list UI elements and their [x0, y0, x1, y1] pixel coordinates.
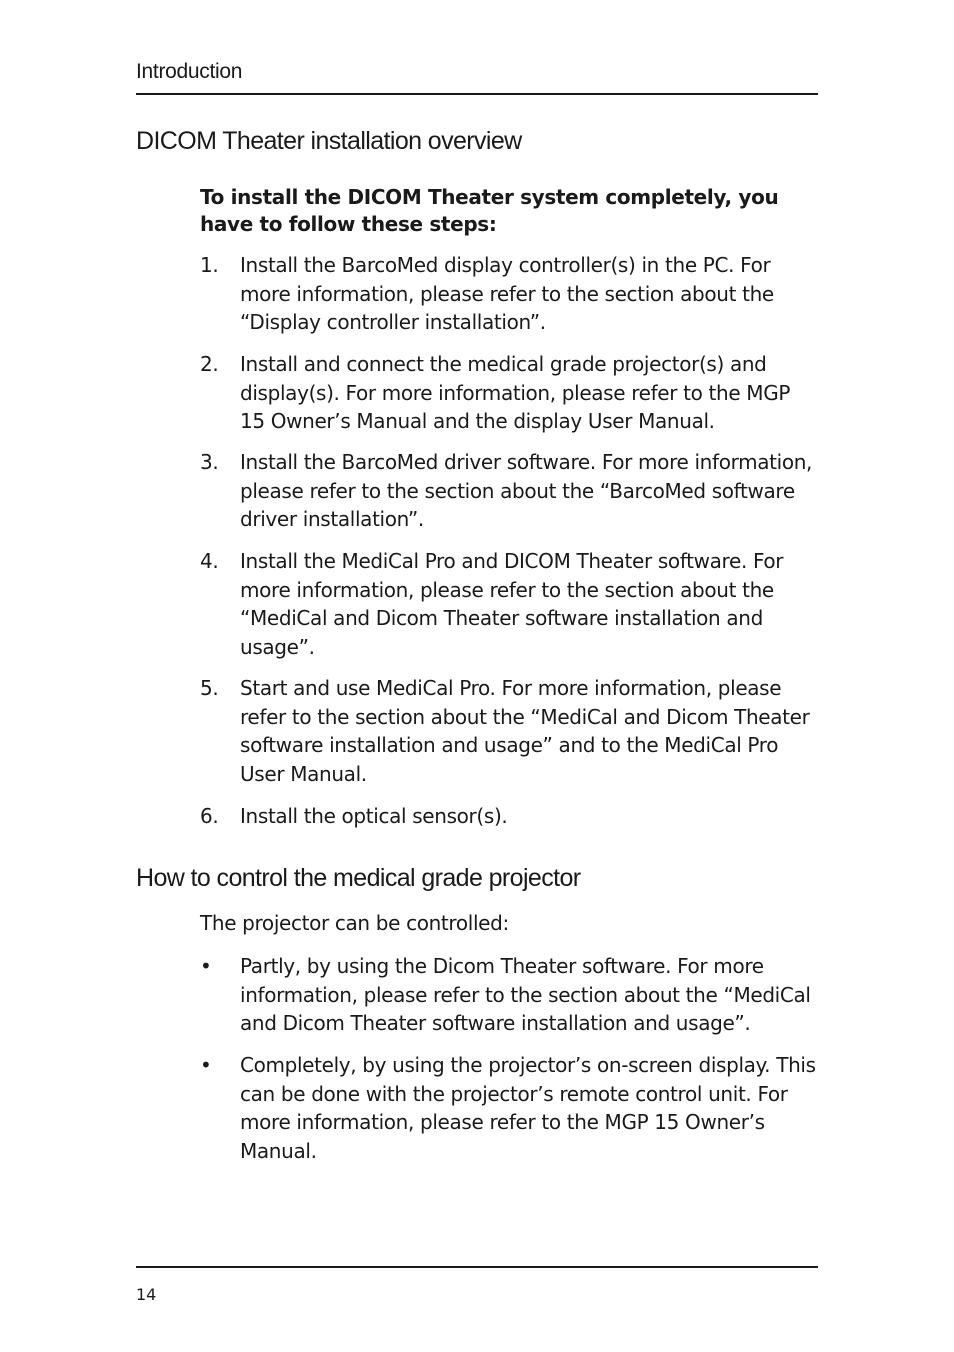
- list-item-number: 4.: [200, 549, 219, 573]
- control-options-list: [200, 952, 818, 1038]
- header-rule: [136, 93, 818, 95]
- installation-steps-list: [200, 251, 818, 337]
- control-options-list: [200, 1051, 818, 1165]
- list-item-text: Completely, by using the projector’s on-screen display. This can be done with the projector’s remote control unit. For more information, please refer to the MGP 15 Owner’s Manual.: [240, 1053, 816, 1163]
- list-item-text: Install the MediCal Pro and DICOM Theater software. For more information, please refer to the section about the “MediCal and Dicom Theater software installation and usage”.: [240, 549, 784, 659]
- installation-steps-list: [200, 448, 818, 534]
- bullet-marker: •: [200, 954, 212, 978]
- list-item-text: Install the optical sensor(s).: [240, 804, 508, 828]
- list-item: [200, 1051, 818, 1165]
- section-title-control-projector: How to control the medical grade projector: [136, 864, 581, 892]
- bullet-marker: •: [200, 1053, 212, 1077]
- list-item: [200, 350, 818, 436]
- list-item-number: 2.: [200, 352, 219, 376]
- list-item-number: 3.: [200, 450, 219, 474]
- list-item: [200, 251, 818, 337]
- list-item-number: 5.: [200, 676, 219, 700]
- list-item-text: Install and connect the medical grade projector(s) and display(s). For more information, please refer to the MGP 15 Owner’s Manual and the display User Manual.: [240, 352, 791, 433]
- list-item-text: Partly, by using the Dicom Theater software. For more information, please refer to the section about the “MediCal and Dicom Theater software installation and usage”.: [240, 954, 811, 1035]
- list-item-text: Start and use MediCal Pro. For more information, please refer to the section about the “MediCal and Dicom Theater software installation and usage” and to the MediCal Pro User Manual.: [240, 676, 810, 786]
- section-title-installation-overview: DICOM Theater installation overview: [136, 127, 522, 155]
- running-head: Introduction: [136, 60, 243, 83]
- list-item: [200, 674, 818, 788]
- list-item-number: 1.: [200, 253, 219, 277]
- list-item: [200, 802, 818, 831]
- installation-lead-text: To install the DICOM Theater system completely, you have to follow these steps:: [200, 185, 779, 236]
- control-intro-text: The projector can be controlled:: [200, 911, 509, 935]
- installation-steps-list: [200, 802, 818, 831]
- page-number: 14: [136, 1285, 157, 1304]
- list-item-text: Install the BarcoMed display controller(s) in the PC. For more information, please refer to the section about the “Display controller installation”.: [240, 253, 774, 334]
- list-item: [200, 952, 818, 1038]
- footer-rule: [136, 1266, 818, 1268]
- list-item: [200, 547, 818, 661]
- list-item: [200, 448, 818, 534]
- installation-steps-list: [200, 547, 818, 661]
- installation-steps-list: [200, 350, 818, 436]
- list-item-text: Install the BarcoMed driver software. For more information, please refer to the section about the “BarcoMed software driver installation”.: [240, 450, 813, 531]
- installation-steps-list: [200, 674, 818, 788]
- list-item-number: 6.: [200, 804, 219, 828]
